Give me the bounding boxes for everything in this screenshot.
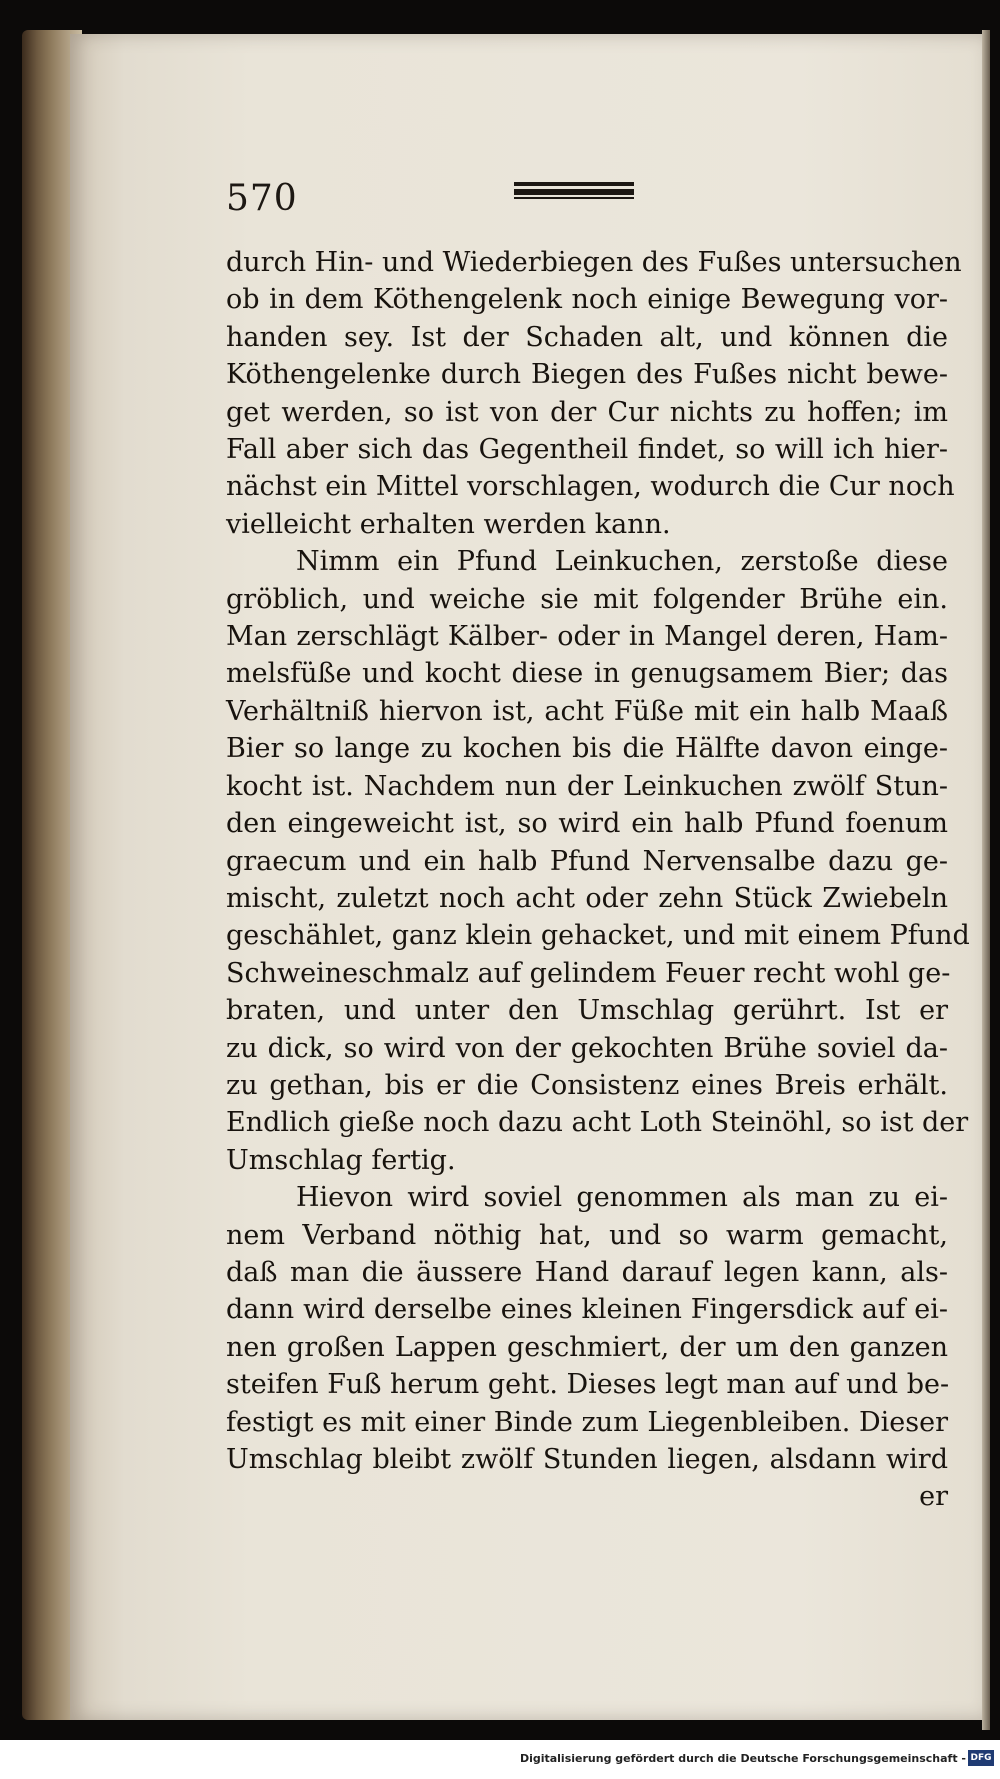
text-line: geschählet, ganz klein gehacket, und mit einem Pfund [226, 920, 970, 952]
text-line: Verhältniß hiervon ist, acht Füße mit ein halb Maaß [226, 695, 948, 727]
text-line: nen großen Lappen geschmiert, der um den ganzen [226, 1331, 948, 1363]
text-line: melsfüße und kocht diese in genugsamem Bier; das [226, 658, 948, 690]
text-line: Nimm ein Pfund Leinkuchen, zerstoße diese [296, 546, 948, 578]
text-line: zu gethan, bis er die Consistenz eines Breis erhält. [226, 1069, 948, 1101]
digitization-footer [0, 1740, 1000, 1779]
text-line: steifen Fuß herum geht. Dieses legt man auf und be- [226, 1369, 950, 1401]
text-line: Hievon wird soviel genommen als man zu ei- [296, 1182, 948, 1214]
text-line: Schweineschmalz auf gelindem Feuer recht wohl ge- [226, 957, 951, 989]
text-line: zu dick, so wird von der gekochten Brühe soviel da- [226, 1032, 948, 1064]
catchword: er [919, 1481, 948, 1513]
text-line: daß man die äussere Hand darauf legen kann, als- [226, 1256, 948, 1288]
text-line: graecum und ein halb Pfund Nervensalbe dazu ge- [226, 845, 948, 877]
text-line: gröblich, und weiche sie mit folgender Brühe ein. [226, 583, 948, 615]
text-line: vielleicht erhalten werden kann. [226, 508, 671, 540]
book-right-edge [982, 30, 990, 1730]
text-line: nem Verband nöthig hat, und so warm gemacht, [226, 1219, 948, 1251]
text-line: get werden, so ist von der Cur nichts zu hoffen; im [226, 396, 948, 428]
text-line: nächst ein Mittel vorschlagen, wodurch die Cur noch [226, 471, 955, 503]
header-ornament-rule [514, 182, 634, 200]
dfg-logo-icon: DFG [968, 1750, 994, 1766]
text-line: Fall aber sich das Gegentheil findet, so will ich hier- [226, 434, 948, 466]
text-line: braten, und unter den Umschlag gerührt. Ist er [226, 995, 948, 1027]
text-line: mischt, zuletzt noch acht oder zehn Stück Zwiebeln [226, 882, 948, 914]
funding-credit: Digitalisierung gefördert durch die Deutsche Forschungsgemeinschaft - [519, 1752, 966, 1765]
page-number: 570 [226, 178, 298, 219]
text-line: handen sey. Ist der Schaden alt, und können die [226, 321, 948, 353]
text-line: den eingeweicht ist, so wird ein halb Pfund foenum [226, 808, 948, 840]
text-line: festigt es mit einer Binde zum Liegenbleiben. Dieser [226, 1406, 948, 1438]
text-line: ob in dem Köthengelenk noch einige Bewegung vor- [226, 284, 948, 316]
text-line: Man zerschlägt Kälber- oder in Mangel deren, Ham- [226, 621, 948, 653]
text-line: Umschlag bleibt zwölf Stunden liegen, alsdann wird [226, 1444, 948, 1475]
text-line: Köthengelenke durch Biegen des Fußes nicht bewe- [226, 359, 948, 391]
text-line: Endlich gieße noch dazu acht Loth Steinöhl, so ist der [226, 1107, 969, 1139]
text-line: Bier so lange zu kochen bis die Hälfte davon einge- [226, 733, 948, 765]
text-line: durch Hin- und Wiederbiegen des Fußes untersuchen [226, 247, 962, 278]
text-line: Umschlag fertig. [226, 1144, 456, 1176]
text-line: dann wird derselbe eines kleinen Fingersdick auf ei- [226, 1294, 948, 1326]
body-text [226, 244, 970, 1516]
text-line: kocht ist. Nachdem nun der Leinkuchen zwölf Stun- [226, 770, 948, 802]
